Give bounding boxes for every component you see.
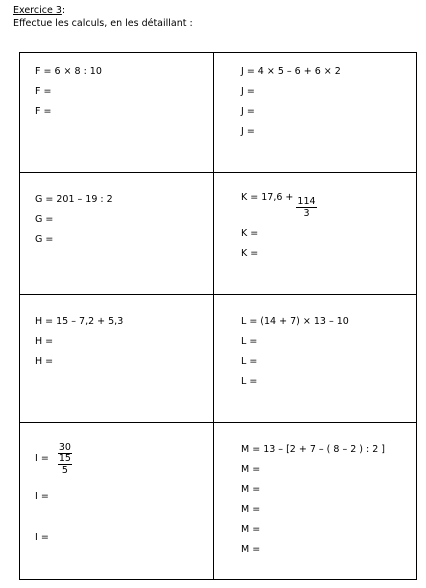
fraction-i (58, 442, 72, 476)
answer-line-m-2: M = (241, 484, 261, 495)
grid-row-divider (20, 172, 416, 173)
expression-j: J = 4 × 5 – 6 + 6 × 2 (241, 66, 341, 77)
answer-line-l-1: L = (241, 336, 258, 347)
answer-line-k-1: K = (241, 228, 259, 239)
answer-line-j-1: J = (241, 86, 255, 97)
expression-g: G = 201 – 19 : 2 (35, 194, 113, 205)
inner-fraction-i-denominator: 5 (61, 465, 68, 476)
fraction-i-numerator: 30 (58, 442, 71, 453)
answer-line-j-3: J = (241, 126, 255, 137)
expression-k (241, 192, 317, 219)
answer-line-m-4: M = (241, 524, 261, 535)
answer-line-g-1: G = (35, 214, 54, 225)
title-colon: : (61, 5, 66, 16)
answer-line-m-3: M = (241, 504, 261, 515)
fraction-k (296, 196, 316, 219)
expression-l: L = (14 + 7) × 13 – 10 (241, 316, 349, 327)
inner-fraction-i (58, 454, 72, 476)
answer-line-j-2: J = (241, 106, 255, 117)
answer-line-f-2: F = (35, 106, 52, 117)
answer-line-g-2: G = (35, 234, 54, 245)
answer-line-h-2: H = (35, 356, 54, 367)
calculation-grid (19, 52, 417, 580)
fraction-i-denominator (58, 454, 72, 476)
exercise-title: Exercice 3 (13, 5, 62, 16)
answer-line-f-1: F = (35, 86, 52, 97)
expression-m: M = 13 – [2 + 7 – ( 8 – 2 ) : 2 ] (241, 444, 385, 455)
exercise-header (13, 4, 193, 30)
expression-i (35, 442, 72, 476)
expression-f: F = 6 × 8 : 10 (35, 66, 102, 77)
expression-k-prefix: K = 17,6 + (241, 192, 294, 203)
answer-line-k-2: K = (241, 248, 259, 259)
answer-line-i-1: I = (35, 491, 49, 502)
grid-vertical-divider (213, 53, 214, 579)
answer-line-m-1: M = (241, 464, 261, 475)
expression-h: H = 15 – 7,2 + 5,3 (35, 316, 124, 327)
answer-line-l-2: L = (241, 356, 258, 367)
grid-row-divider (20, 294, 416, 295)
fraction-k-denominator: 3 (303, 208, 310, 219)
answer-line-m-5: M = (241, 544, 261, 555)
expression-i-prefix: I = (35, 453, 49, 464)
exercise-instruction: Effectue les calculs, en les détaillant : (13, 18, 193, 29)
grid-row-divider (20, 422, 416, 423)
answer-line-i-2: I = (35, 532, 49, 543)
answer-line-l-3: L = (241, 376, 258, 387)
answer-line-h-1: H = (35, 336, 54, 347)
inner-fraction-i-numerator: 15 (58, 453, 71, 464)
fraction-k-numerator: 114 (297, 196, 316, 207)
